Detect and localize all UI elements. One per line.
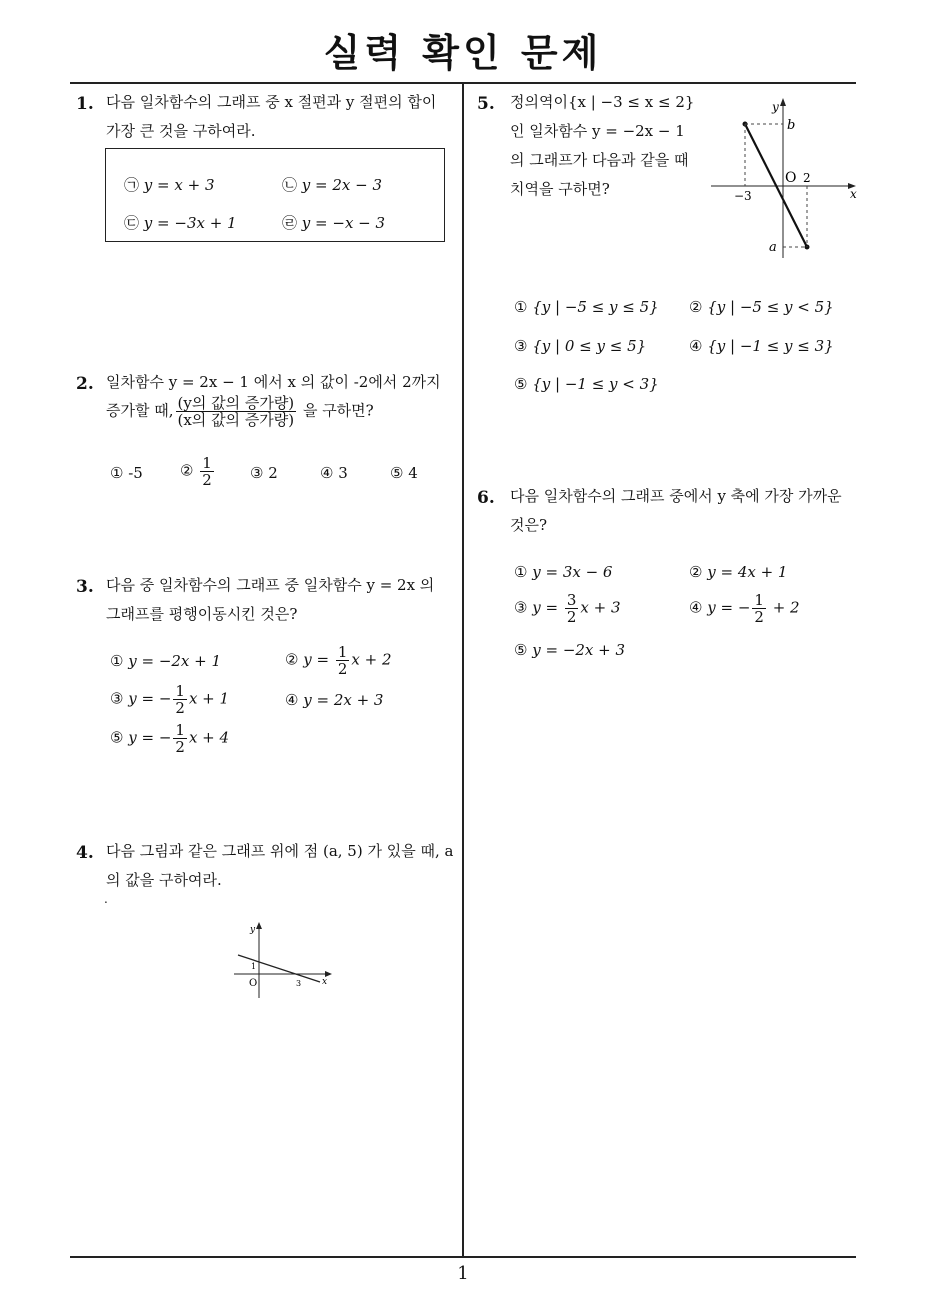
option-2[interactable]: ② $\frac{1}{2}$ xyxy=(180,454,212,489)
question-line: 그래프를 평행이동시킨 것은? xyxy=(106,605,298,623)
origin-label: O xyxy=(785,170,797,186)
stray-dot: . xyxy=(104,892,108,906)
option-4[interactable]: ④ y = − $\frac{1}{2}$ + 2 xyxy=(689,591,800,626)
question-line: 것은? xyxy=(510,516,548,534)
axis-label-y: y xyxy=(250,925,256,935)
question-line: 의 그래프가 다음과 같을 때 xyxy=(510,151,689,169)
option-1[interactable]: ㉠ y = x + 3 xyxy=(124,176,215,194)
option-5[interactable]: ⑤ y = −2x + 3 xyxy=(514,641,626,659)
question-line: 가장 큰 것을 구하여라. xyxy=(106,122,256,140)
rate-fraction: $\frac{\text{(y의 값의 증가량)}}{\text{(x의 값의 증가량)}}$ xyxy=(177,394,295,429)
option-1[interactable]: ① {y | −5 ≤ y ≤ 5} xyxy=(514,298,659,316)
option-2[interactable]: ② {y | −5 ≤ y < 5} xyxy=(689,298,834,316)
page-number: 1 xyxy=(457,1263,469,1284)
option-4[interactable]: ④ y = 2x + 3 xyxy=(285,691,384,709)
page-title: 실력 확인 문제 xyxy=(323,31,603,75)
question-text xyxy=(106,837,453,895)
question-text xyxy=(510,482,842,540)
option-4[interactable]: ④ {y | −1 ≤ y ≤ 3} xyxy=(689,337,834,355)
origin-label: O xyxy=(249,978,258,989)
q4-graph xyxy=(228,920,338,998)
question-line: 일차함수 y = 2x − 1 에서 x 의 값이 -2에서 2까지 xyxy=(106,373,441,391)
bottom-rule xyxy=(70,1256,856,1258)
axis-label-x: x xyxy=(322,977,328,987)
tick-label-left: −3 xyxy=(734,189,752,203)
q5-graph xyxy=(705,96,865,260)
question-number: 3. xyxy=(76,577,94,597)
question-line: 의 값을 구하여라. xyxy=(106,871,222,889)
question-number: 2. xyxy=(76,374,94,394)
question-line: 다음 일차함수의 그래프 중 x 절편과 y 절편의 합이 xyxy=(106,93,437,111)
question-line: 치역을 구하면? xyxy=(510,180,610,198)
axis-label-y: y xyxy=(772,100,779,114)
option-5[interactable]: ⑤ {y | −1 ≤ y < 3} xyxy=(514,375,659,393)
b-label: b xyxy=(787,118,796,133)
option-1[interactable]: ① y = 3x − 6 xyxy=(514,563,613,581)
question-text xyxy=(106,88,436,146)
question-line: 인 일차함수 y = −2x − 1 xyxy=(510,122,685,140)
a-label: a xyxy=(769,240,777,255)
question-line: 다음 일차함수의 그래프 중에서 y 축에 가장 가까운 xyxy=(510,487,842,505)
tick-label-right: 2 xyxy=(803,171,811,185)
question-line: 다음 중 일차함수의 그래프 중 일차함수 y = 2x 의 xyxy=(106,576,435,594)
question-number: 1. xyxy=(76,94,94,114)
option-2[interactable]: ② y = 4x + 1 xyxy=(689,563,788,581)
y-intercept-label: 1 xyxy=(251,962,257,971)
option-3[interactable]: ㉢ y = −3x + 1 xyxy=(124,214,237,232)
option-3[interactable]: ③ {y | 0 ≤ y ≤ 5} xyxy=(514,337,647,355)
question-text xyxy=(106,368,456,428)
question-text xyxy=(510,88,694,204)
column-divider xyxy=(462,83,464,1258)
option-4[interactable]: ㉣ y = −x − 3 xyxy=(282,214,386,232)
option-5[interactable]: ⑤ y = − $\frac{1}{2}$ x + 4 xyxy=(110,721,230,756)
question-text xyxy=(106,571,434,629)
question-number: 6. xyxy=(477,488,495,508)
question-number: 4. xyxy=(76,843,94,863)
question-line: 다음 그림과 같은 그래프 위에 점 (a, 5) 가 있을 때, a xyxy=(106,842,454,860)
option-5[interactable]: ⑤ 4 xyxy=(390,464,418,482)
option-3[interactable]: ③ 2 xyxy=(250,464,278,482)
option-3[interactable]: ③ y = $\frac{3}{2}$ x + 3 xyxy=(514,591,621,626)
option-1[interactable]: ① -5 xyxy=(110,464,143,482)
option-2[interactable]: ② y = $\frac{1}{2}$ x + 2 xyxy=(285,643,392,678)
option-4[interactable]: ④ 3 xyxy=(320,464,348,482)
option-1[interactable]: ① y = −2x + 1 xyxy=(110,652,222,670)
option-3[interactable]: ③ y = − $\frac{1}{2}$ x + 1 xyxy=(110,682,230,717)
question-line: 정의역이{x | −3 ≤ x ≤ 2} xyxy=(510,93,695,111)
question-line: 증가할 때, $\frac{\text{(y의 값의 증가량)}}{\text{(x의 값의 증가량)}}$ 을 구하면? xyxy=(106,394,374,429)
x-intercept-label: 3 xyxy=(296,979,302,988)
option-2[interactable]: ㉡ y = 2x − 3 xyxy=(282,176,383,194)
axis-label-x: x xyxy=(850,187,857,201)
question-number: 5. xyxy=(477,94,495,114)
